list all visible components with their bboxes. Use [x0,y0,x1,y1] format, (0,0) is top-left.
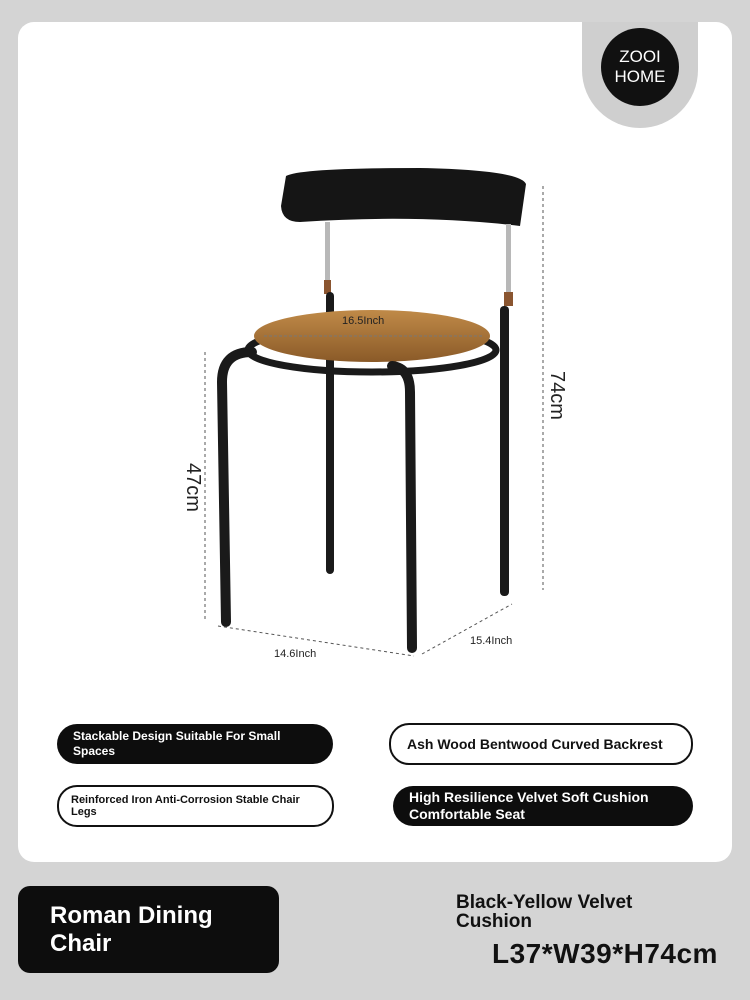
back-support-left [325,222,330,282]
seat-diameter-label: 16.5Inch [342,315,385,327]
brand-line-2: HOME [614,67,666,86]
front-leg-left [222,352,252,622]
length-label: 14.6Inch [274,648,317,660]
total-height-label: 74cm [545,371,568,420]
feature-pill-cushion [393,786,693,826]
support-ring-right [504,292,513,306]
feature-pill-stackable [57,724,333,764]
backrest [281,168,526,226]
feature-pill-backrest [389,723,693,765]
front-leg-right [392,366,412,648]
feature-text: Ash Wood Bentwood Curved Backrest [407,736,663,752]
seat-height-label: 47cm [181,463,204,512]
product-name: Roman Dining Chair [50,901,213,957]
width-label: 15.4Inch [470,635,513,647]
feature-text: Stackable Design Suitable For Small Spaces [73,729,281,758]
feature-text: High Resilience Velvet Soft Cushion Comfortable Seat [409,789,649,822]
support-ring-left [324,280,331,294]
back-leg-right [500,306,509,596]
back-support-right [506,224,511,294]
brand-line-1: ZOOI [619,47,661,66]
product-size: L37*W39*H74cm [492,938,718,969]
feature-pill-legs [57,785,334,827]
feature-text: Reinforced Iron Anti-Corrosion Stable Chair Legs [71,794,300,818]
product-title-box [18,886,279,973]
product-variant: Black-Yellow Velvet Cushion [456,892,633,932]
